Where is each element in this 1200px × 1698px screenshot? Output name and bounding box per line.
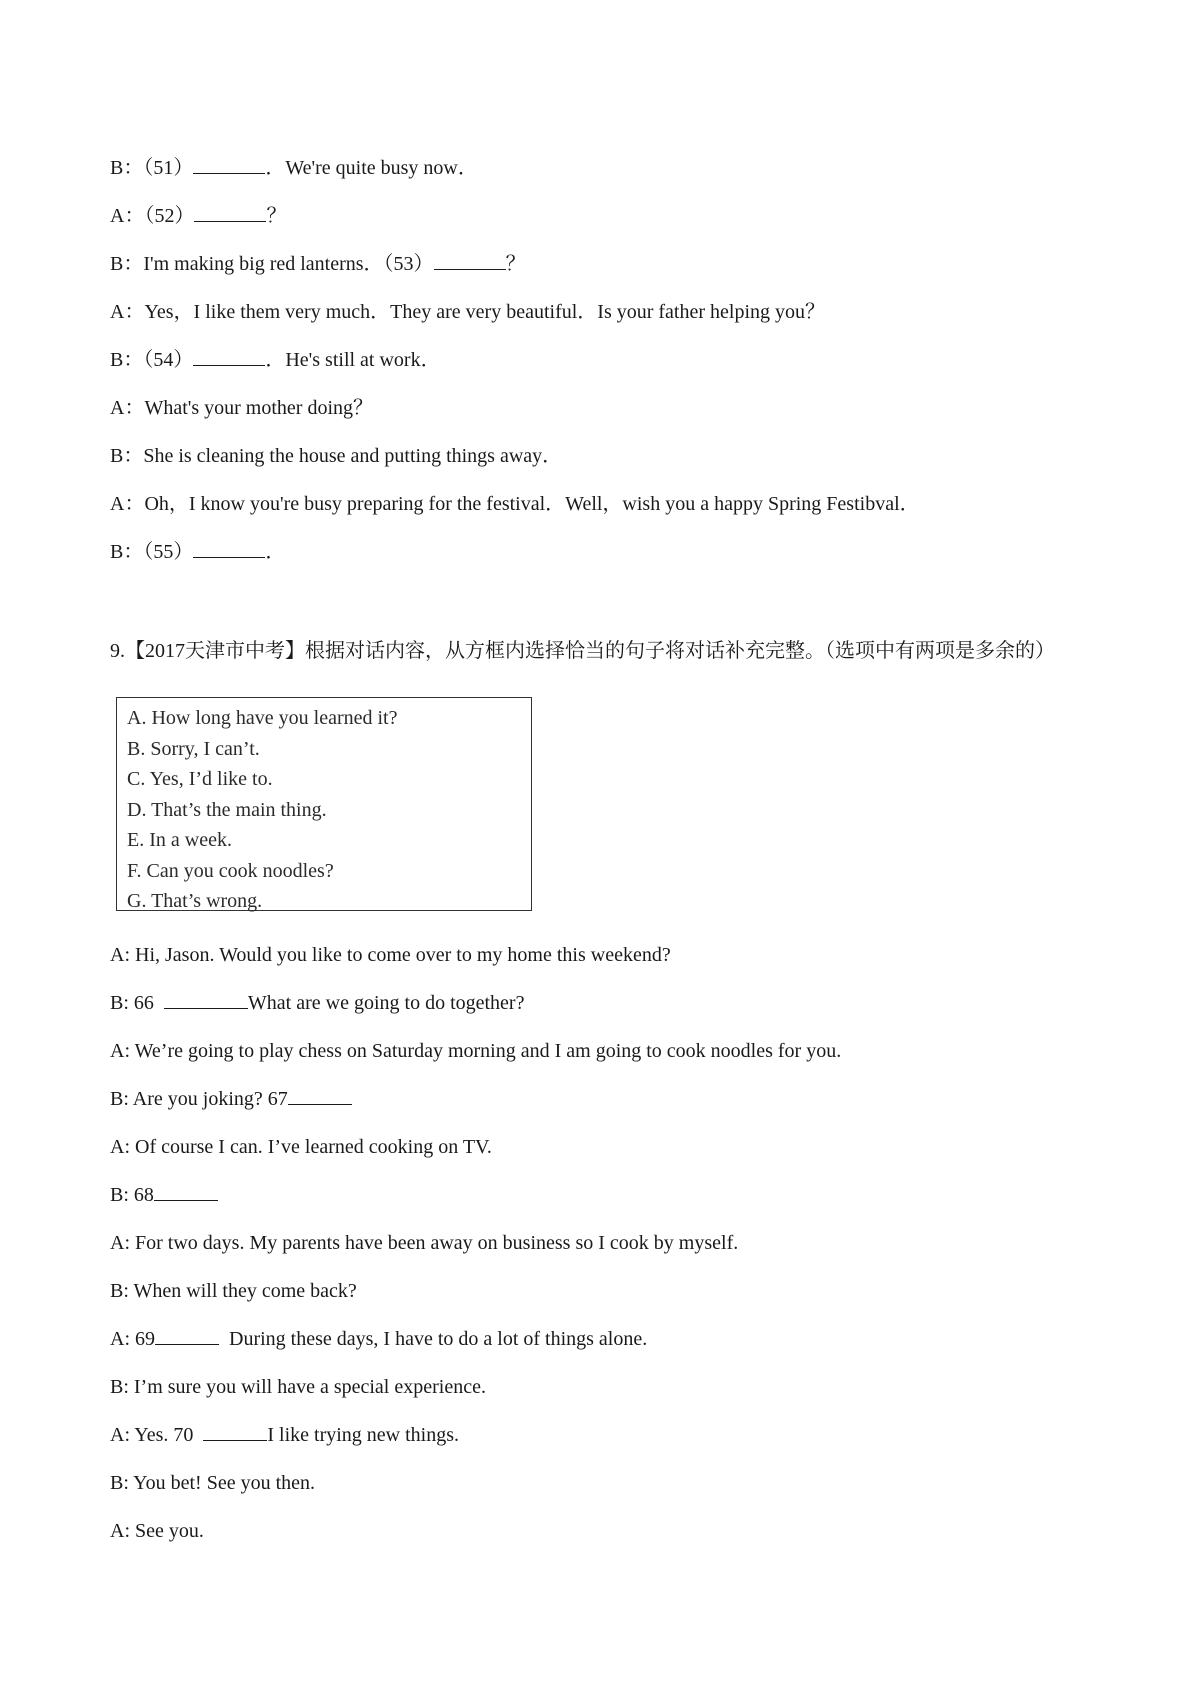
dialogue1-line: A：Yes，I like them very much．They are very beautiful．Is your father helping you？ <box>110 301 826 323</box>
dialogue2-line: A: For two days. My parents have been away on business so I cook by myself. <box>110 1232 739 1254</box>
answer-blank-68 <box>154 1182 218 1201</box>
option-item: G. That’s wrong. <box>127 890 263 912</box>
dialogue2-line: A: We’re going to play chess on Saturday morning and I am going to cook noodles for you. <box>110 1040 842 1062</box>
question-title: 9.【2017天津市中考】根据对话内容，从方框内选择恰当的句子将对话补充完整。（选项中有两项是多余的） <box>110 640 1055 662</box>
answer-blank-53 <box>434 251 506 270</box>
option-item: D. That’s the main thing. <box>127 798 327 821</box>
dialogue2-line: B: 68 <box>110 1182 218 1208</box>
dialogue1-line: B：I'm making big red lanterns．（53） ？ <box>110 253 526 275</box>
answer-blank-55 <box>193 539 265 558</box>
dialogue1-line: A：What's your mother doing？ <box>110 397 374 419</box>
option-item: B. Sorry, I can’t. <box>127 737 260 760</box>
option-item: A. How long have you learned it? <box>127 707 398 729</box>
dialogue2-line: A: See you. <box>110 1520 204 1542</box>
dialogue2-line: B: I’m sure you will have a special experience. <box>110 1376 486 1398</box>
answer-blank-52 <box>194 203 266 222</box>
dialogue1-line: A：（52） ？ <box>110 205 287 227</box>
answer-blank-69 <box>155 1326 219 1345</box>
dialogue2-line: A: 69 During these days, I have to do a lot of things alone. <box>110 1328 648 1350</box>
answer-blank-67 <box>288 1086 352 1105</box>
dialogue2-line: B: 66 What are we going to do together? <box>110 992 525 1014</box>
dialogue1-line: B：（55） ． <box>110 541 286 563</box>
dialogue2-line: B: You bet! See you then. <box>110 1472 315 1494</box>
answer-blank-51 <box>193 155 265 174</box>
answer-blank-70 <box>203 1422 267 1441</box>
option-item: F. Can you cook noodles? <box>127 859 334 882</box>
dialogue2-line: B: When will they come back? <box>110 1280 357 1302</box>
dialogue1-line: B：She is cleaning the house and putting things away． <box>110 445 563 467</box>
dialogue1-line: A：Oh，I know you're busy preparing for the festival．Well，wish you a happy Spring Festibval． <box>110 493 920 515</box>
dialogue1-line: B：（51） ．We're quite busy now． <box>110 157 478 179</box>
dialogue2-line: B: Are you joking? 67 <box>110 1086 352 1112</box>
options-box <box>116 697 532 911</box>
option-item: E. In a week. <box>127 829 232 851</box>
answer-blank-54 <box>193 347 265 366</box>
answer-blank-66 <box>164 990 248 1009</box>
dialogue2-line: A: Hi, Jason. Would you like to come over to my home this weekend? <box>110 944 671 966</box>
dialogue2-line: A: Of course I can. I’ve learned cooking on TV. <box>110 1136 492 1158</box>
dialogue2-line: A: Yes. 70 I like trying new things. <box>110 1424 459 1446</box>
dialogue1-line: B：（54） ．He's still at work． <box>110 349 441 371</box>
option-item: C. Yes, I’d like to. <box>127 768 273 790</box>
